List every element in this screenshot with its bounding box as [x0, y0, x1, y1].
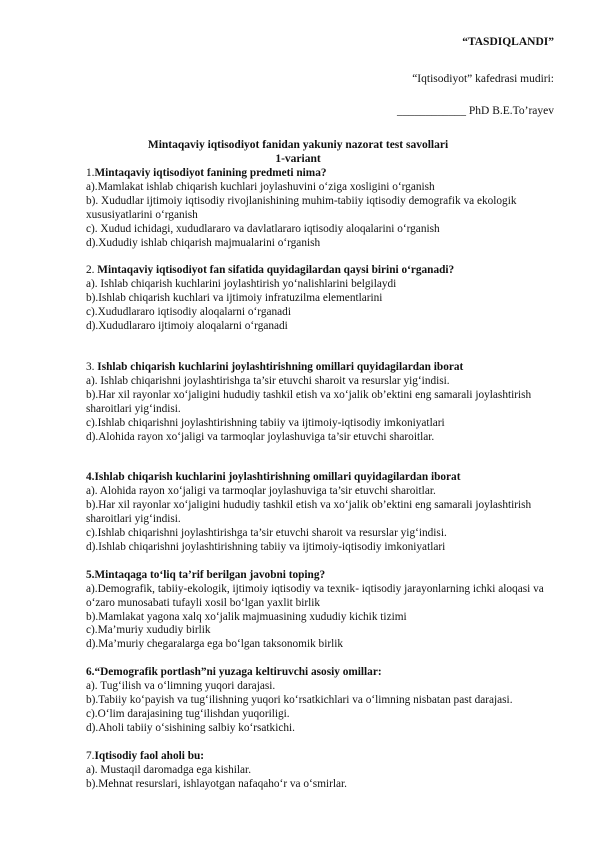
- option-b: b). Xududlar ijtimoiy iqtisodiy rivojlanishining muhim-tabiiy iqtisodiy demografik va ekologik xususiyatlarini o‘rganish: [86, 194, 517, 221]
- option-a: a). Mustaqil daromadga ega kishilar.: [86, 763, 252, 776]
- question-2: [86, 264, 566, 278]
- option-a: a). Alohida rayon xo‘jaligi va tarmoqlar joylashuviga ta’sir etuvchi sharoitlar.: [86, 485, 436, 498]
- option-d: d).Xududiy ishlab chiqarish majmualarini o‘rganish: [86, 236, 321, 249]
- question-number: 3.: [86, 360, 98, 373]
- question-4: [86, 471, 566, 485]
- question-number: 6.: [86, 666, 95, 679]
- question-text: Mintaqaviy iqtisodiyot fan sifatida quyidagilardan qaysi birini o‘rganadi?: [97, 264, 455, 277]
- question-text: “Demografik portlash”ni yuzaga keltiruvchi asosiy omillar:: [94, 666, 382, 679]
- option-c: c).O‘lim darajasining tug‘ilishdan yuqoriligi.: [86, 708, 290, 720]
- question-number: 5.: [86, 568, 95, 581]
- option-c: c).Ishlab chiqarishni joylashtirishga ta’sir etuvchi sharoit va resurslar yig‘indisi.: [86, 527, 447, 540]
- option-a: a). Ishlab chiqarish kuchlarini joylashtirish yo‘nalishlarini belgilaydi: [86, 278, 397, 291]
- question-text: Ishlab chiqarish kuchlarini joylashtirishning omillari quyidagilardan iborat: [94, 471, 461, 484]
- option-a: a).Demografik, tabiiy-ekologik, ijtimoiy iqtisodiy va texnik- iqtisodiy jarayonlarning ichki aloqasi va o‘zaro munosabati tufayli xosil bo‘lgan yaxlit birlik: [86, 582, 544, 609]
- option-d: d).Ishlab chiqarishni joylashtirishning tabiiy va ijtimoiy-iqtisodiy imkoniyatlari: [86, 540, 446, 553]
- question-text: Ishlab chiqarish kuchlarini joylashtirishning omillari quyidagilardan iborat: [97, 360, 464, 373]
- option-b: b).Mamlakat yagona xalq xo‘jalik majmuasining xududiy kichik tizimi: [86, 610, 407, 623]
- option-c: c).Ma’muriy xududiy birlik: [86, 624, 211, 637]
- option-c: c). Xudud ichidagi, xududlararo va davlatlararo iqtisodiy aloqalarini o‘rganish: [86, 222, 440, 235]
- option-d: d).Aholi tabiiy o‘sishining salbiy ko‘rsatkichi.: [86, 721, 295, 734]
- question-number: 4.: [86, 471, 95, 484]
- option-d: d).Ma’muriy chegaralarga ega bo‘lgan taksonomik birlik: [86, 638, 344, 651]
- option-a: a). Tug‘ilish va o‘limning yuqori darajasi.: [86, 680, 276, 693]
- question-text: Iqtisodiy faol aholi bu:: [94, 749, 205, 762]
- option-b: b).Tabiiy ko‘payish va tug‘ilishning yuqori ko‘rsatkichlari va o‘limning nisbatan past darajasi.: [86, 694, 513, 707]
- approval-signature: ____________ PhD B.E.To’rayev: [397, 105, 554, 117]
- question-text: Mintaqaviy iqtisodiyot fanining predmeti nima?: [94, 167, 327, 179]
- option-d: d).Alohida rayon xo‘jaligi va tarmoqlar joylashuviga ta’sir etuvchi sharoitlar.: [86, 430, 435, 443]
- option-d: d).Xududlararo ijtimoiy aloqalarni o‘rganadi: [86, 320, 288, 333]
- option-c: c).Xududlararo iqtisodiy aloqalarni o‘rganadi: [86, 306, 291, 319]
- question-1: [86, 167, 566, 181]
- question-7: [86, 750, 566, 764]
- approval-stamp: “TASDIQLANDI”: [462, 36, 554, 48]
- question-number: 7.: [86, 749, 95, 762]
- question-number: 1.: [86, 167, 95, 179]
- document-title: Mintaqaviy iqtisodiyot fanidan yakuniy nazorat test savollari: [147, 139, 449, 151]
- question-3: [86, 361, 566, 375]
- questions-body: [86, 167, 566, 792]
- option-b: b).Har xil rayonlar xo‘jaligini hududiy tashkil etish va xo‘jalik ob’ektini eng samarali joylashtirish sharoitlari yig‘indisi.: [86, 388, 532, 415]
- option-b: b).Ishlab chiqarish kuchlari va ijtimoiy infratuzilma elementlarini: [86, 292, 383, 305]
- option-b: b).Mehnat resurslari, ishlayotgan nafaqaho‘r va o‘smirlar.: [86, 777, 347, 790]
- option-a: a).Mamlakat ishlab chiqarish kuchlari joylashuvini o‘ziga xosligini o‘rganish: [86, 180, 435, 193]
- question-6: [86, 666, 566, 680]
- option-a: a). Ishlab chiqarishni joylashtirishga ta’sir etuvchi sharoit va resurslar yig‘indisi.: [86, 374, 450, 387]
- variant-label: 1-variant: [275, 153, 321, 165]
- question-number: 2.: [86, 264, 98, 277]
- option-b: b).Har xil rayonlar xo‘jaligini hududiy tashkil etish va xo‘jalik ob’ektini eng samarali joylashtirish sharoitlari yig‘indisi.: [86, 499, 532, 526]
- approval-position: “Iqtisodiyot” kafedrasi mudiri:: [412, 73, 554, 85]
- question-5: [86, 569, 566, 583]
- question-text: Mintaqaga to‘liq ta’rif berilgan javobni toping?: [94, 568, 326, 581]
- option-c: c).Ishlab chiqarishni joylashtirishning tabiiy va ijtimoiy-iqtisodiy imkoniyatlari: [86, 416, 445, 429]
